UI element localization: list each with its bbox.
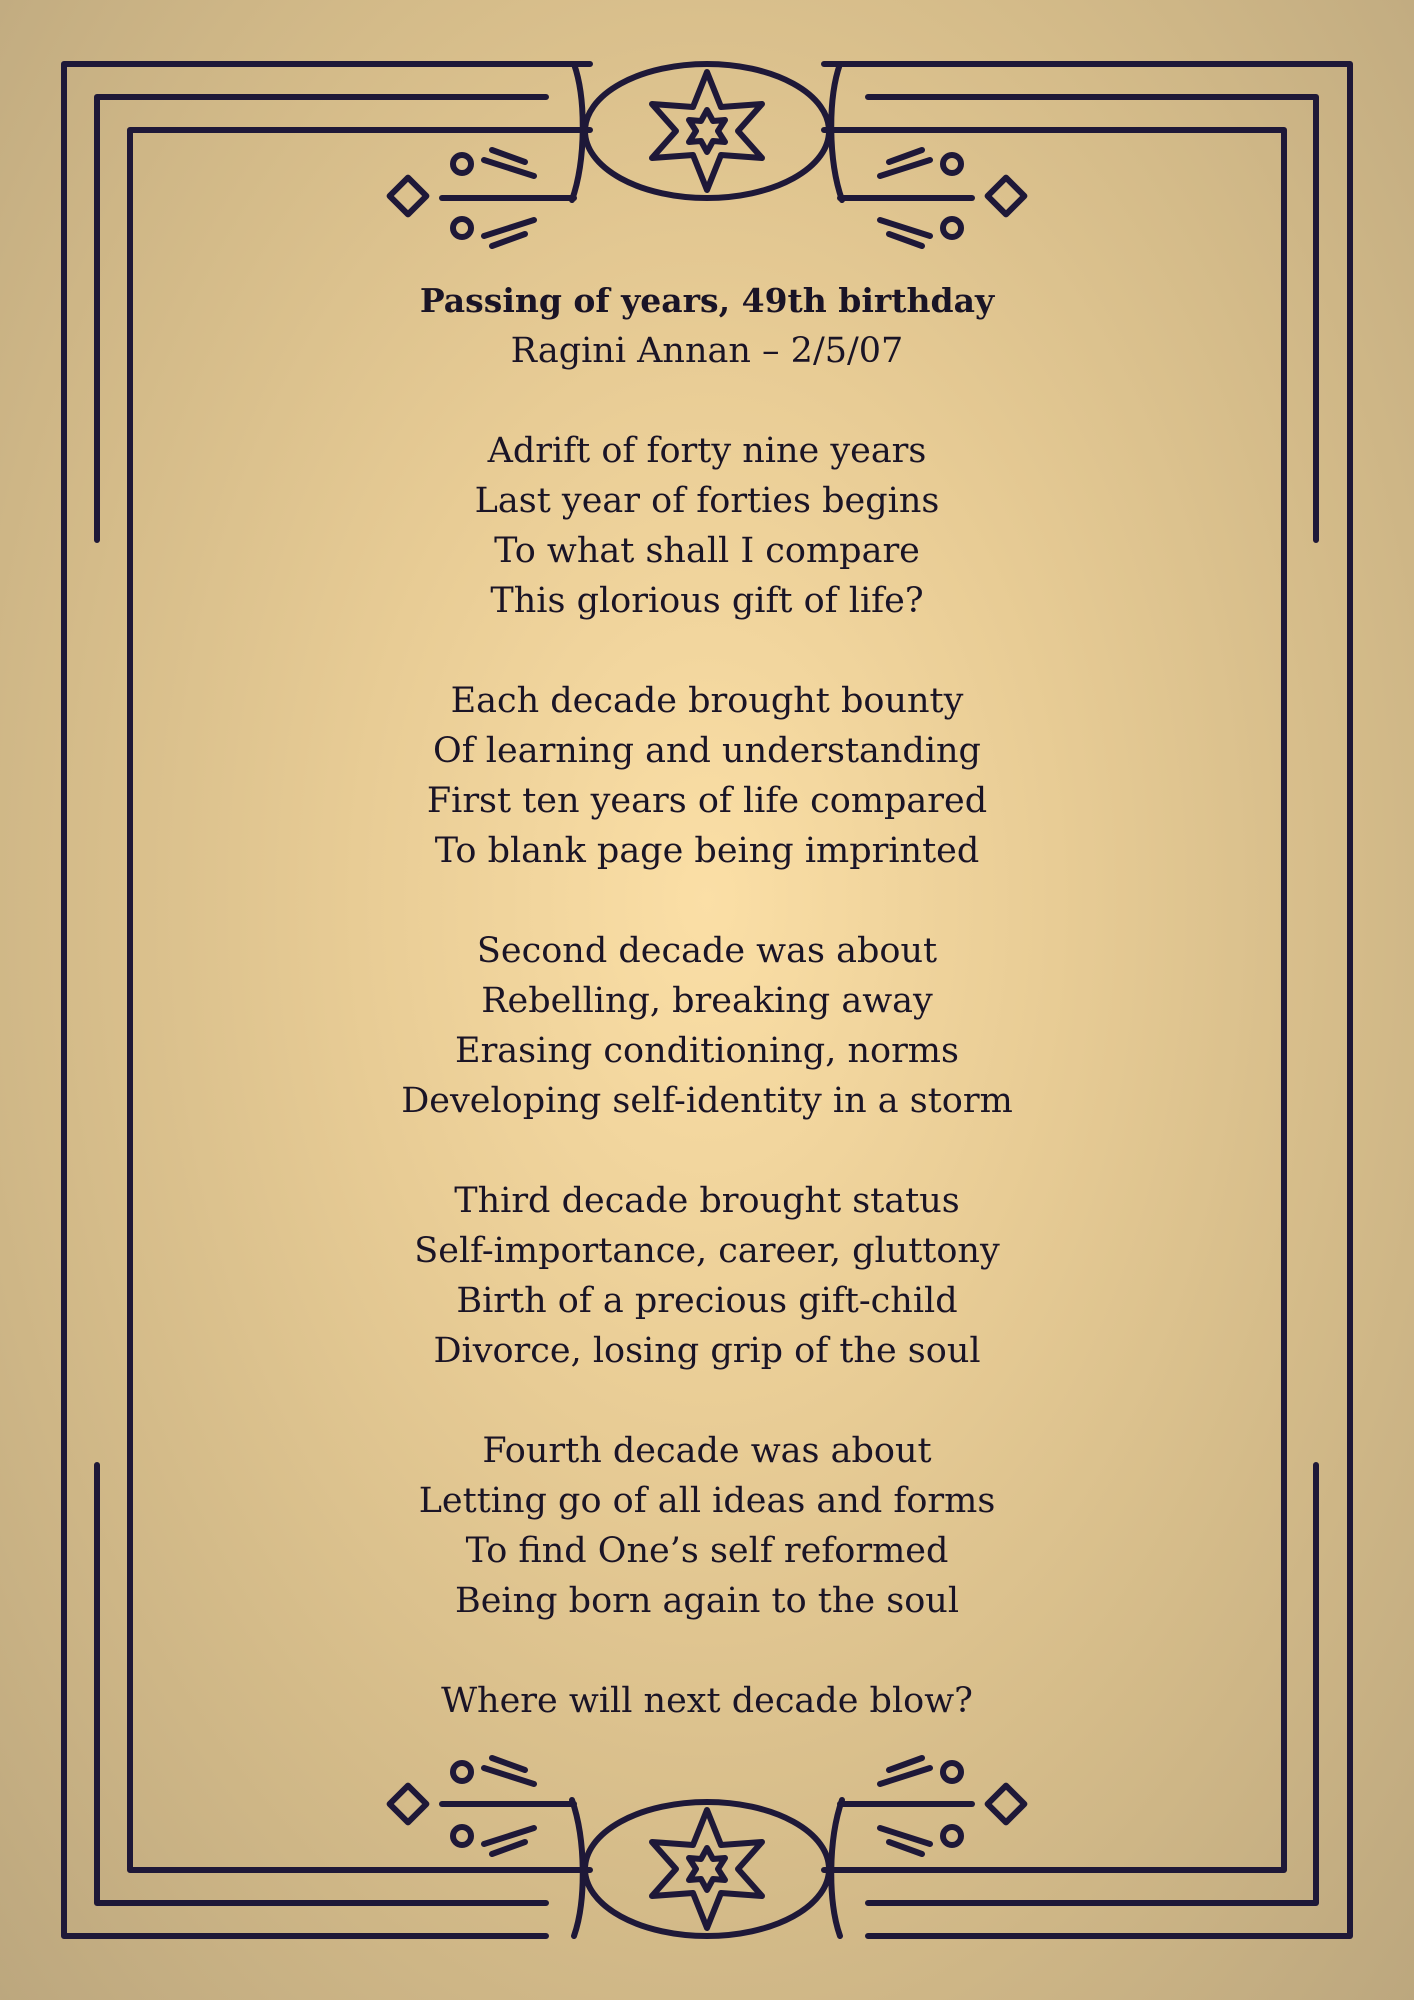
diamond-icon: [390, 178, 427, 215]
poem-line: To blank page being imprinted: [434, 831, 980, 871]
poem-line: Self-importance, career, gluttony: [414, 1231, 1000, 1271]
poem-line: Letting go of all ideas and forms: [418, 1481, 996, 1521]
poem-line: Each decade brought bounty: [450, 681, 964, 721]
diamond-icon: [988, 1786, 1025, 1823]
poem-line: Last year of forties begins: [474, 481, 940, 521]
poem-line: Of learning and understanding: [433, 731, 981, 771]
top-right-flourish: [840, 150, 1024, 246]
poem: [300, 276, 1114, 1726]
top-left-flourish: [390, 150, 574, 246]
poem-line: Third decade brought status: [454, 1181, 960, 1221]
six-point-star-icon: [652, 72, 762, 190]
poem-line: Developing self-identity in a storm: [401, 1081, 1013, 1121]
stanza: [300, 1676, 1114, 1726]
poem-line: First ten years of life compared: [426, 781, 988, 821]
bottom-medallion: [572, 1800, 842, 1936]
diamond-icon: [390, 1786, 427, 1823]
bottom-right-flourish: [840, 1758, 1024, 1854]
poem-line: To find One’s self reformed: [465, 1531, 949, 1571]
poem-line: Second decade was about: [476, 931, 938, 971]
poem-line: This glorious gift of life?: [490, 581, 924, 621]
poem-line: Rebelling, breaking away: [481, 981, 933, 1021]
poem-author-date: Ragini Annan – 2/5/07: [510, 331, 904, 371]
top-medallion: [572, 64, 842, 200]
stanza: [300, 1426, 1114, 1626]
stanza: [300, 1176, 1114, 1376]
poem-title: Passing of years, 49th birthday: [419, 281, 995, 320]
bottom-left-flourish: [390, 1758, 574, 1854]
six-point-star-icon: [652, 1810, 762, 1928]
poem-line: Adrift of forty nine years: [487, 431, 927, 471]
poem-line: Where will next decade blow?: [441, 1681, 973, 1721]
poem-line: To what shall I compare: [494, 531, 920, 571]
poem-line: Fourth decade was about: [482, 1431, 932, 1471]
stanza: [300, 426, 1114, 626]
poem-line: Erasing conditioning, norms: [455, 1031, 959, 1071]
poem-line: Divorce, losing grip of the soul: [433, 1331, 981, 1371]
stanza: [300, 926, 1114, 1126]
poem-line: Being born again to the soul: [454, 1581, 960, 1621]
poem-line: Birth of a precious gift-child: [456, 1281, 958, 1321]
stanza: [300, 676, 1114, 876]
diamond-icon: [988, 178, 1025, 215]
poem-stanzas: [300, 426, 1114, 1726]
